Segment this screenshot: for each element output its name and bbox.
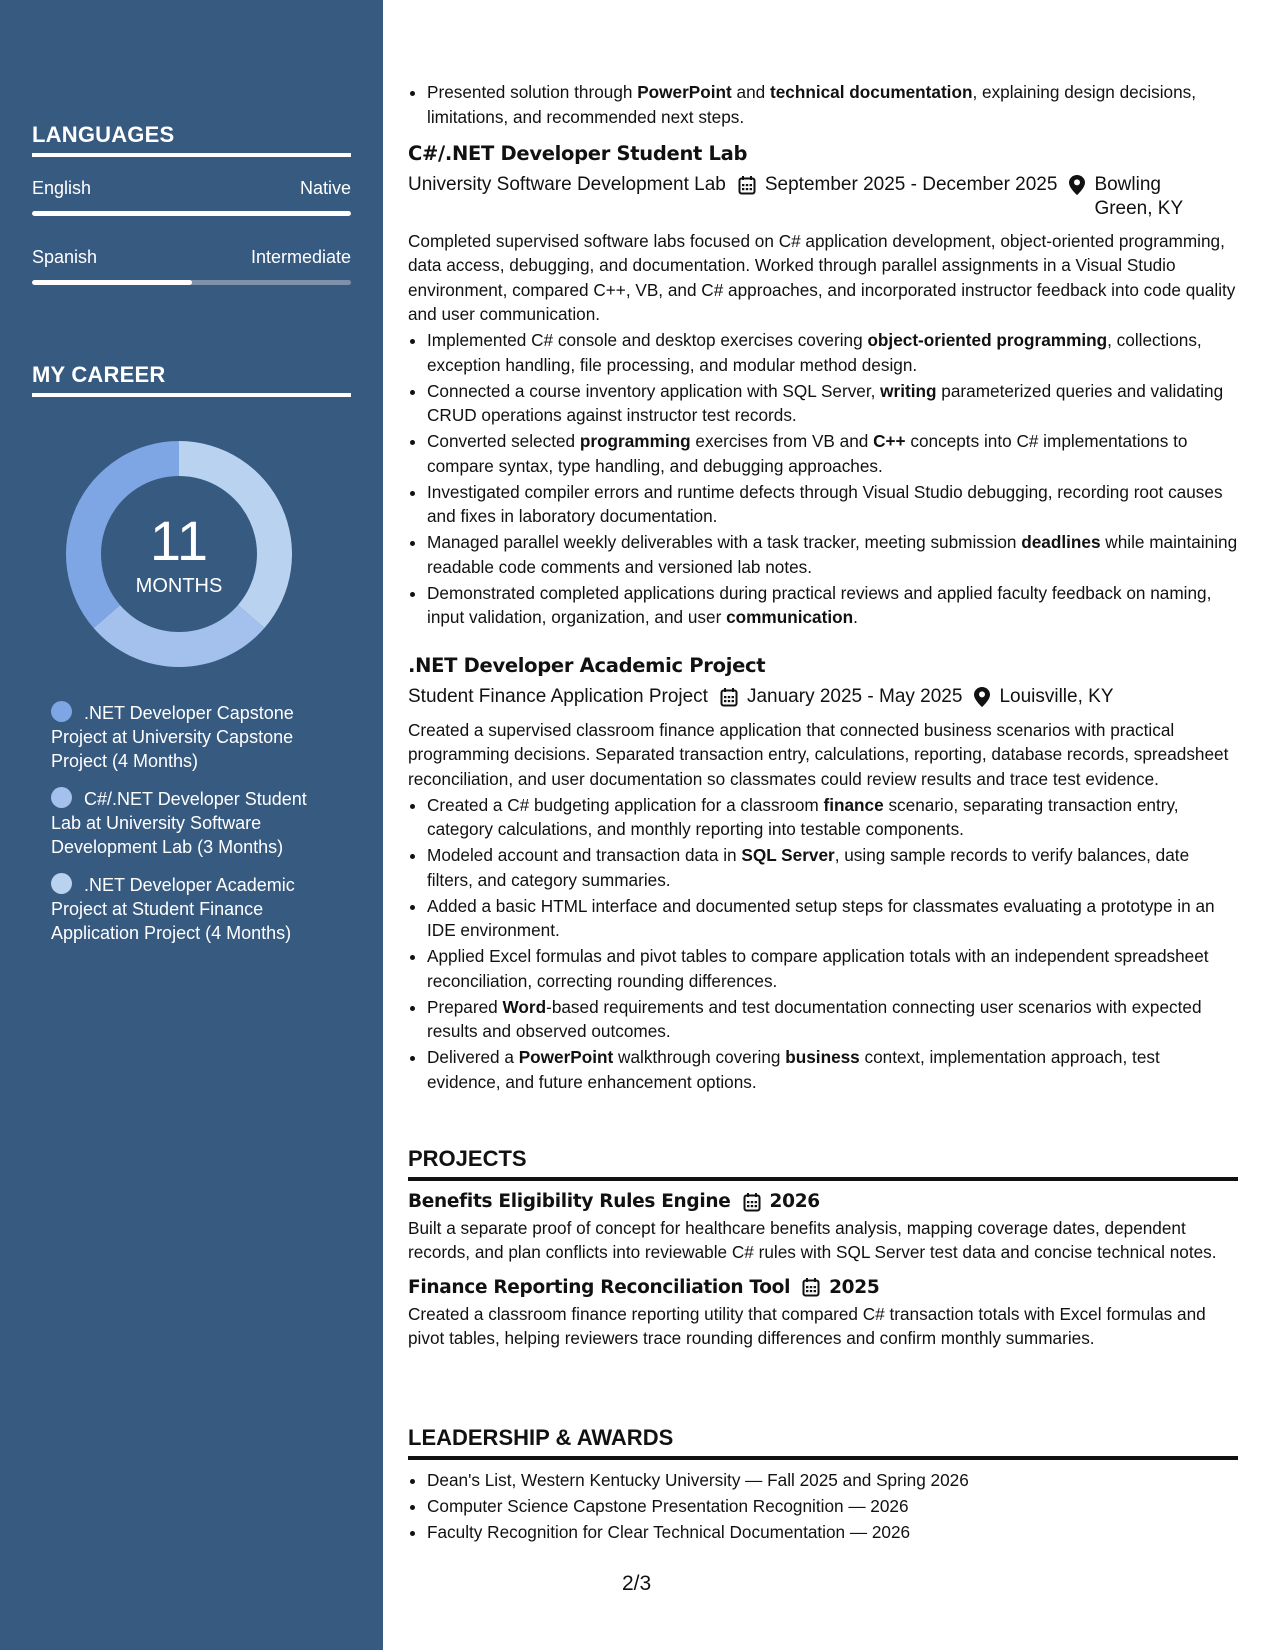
experience-title: C#/.NET Developer Student Lab (408, 142, 748, 165)
career-dot-icon (51, 701, 72, 722)
language-name: English (32, 178, 92, 198)
bullet-item: • Converted selected programming exercises from VB and C++ concepts into C# implementations to compare syntax, type handling, and debugging approaches. (427, 429, 1238, 478)
calendar-icon (738, 175, 756, 195)
experience-organization: University Software Development Lab (408, 174, 726, 195)
calendar-icon (743, 1192, 761, 1212)
experience-dates (738, 173, 1058, 197)
career-item (51, 787, 331, 859)
bullet-item: • Applied Excel formulas and pivot tables to compare application totals with an independent spreadsheet reconciliation, correcting rounding differences. (427, 944, 1238, 993)
bullet-item: • Added a basic HTML interface and documented setup steps for classmates evaluating a prototype in an IDE environment. (427, 894, 1238, 943)
experience-dates-text: January 2025 - May 2025 (746, 686, 963, 707)
career-total-unit: MONTHS (135, 575, 223, 597)
experience-summary: Completed supervised software labs focused on C# application development, object-oriented programming, data access, debugging, and documentation. Worked through parallel assignments in a Visual Studio environment, compared C++, VB, and C# approaches, and incorporated instructor feedback into code quality and user communication. (408, 231, 1236, 324)
project-description: Created a classroom finance reporting utility that compared C# transaction totals with Excel formulas and pivot tables, helping reviewers trace rounding differences and confirm monthly summaries. (408, 1303, 1206, 1348)
calendar-icon (720, 687, 738, 707)
experience-entry (408, 654, 1238, 1096)
experience-location (974, 685, 1113, 709)
bullet-item: • Modeled account and transaction data in SQL Server, using sample records to verify balances, date filters, and category summaries. (427, 843, 1238, 892)
language-level: Intermediate (250, 247, 351, 267)
career-dot-icon (51, 787, 72, 808)
career-item (51, 701, 331, 773)
award-item: • Computer Science Capstone Presentation Recognition — 2026 (427, 1494, 1238, 1519)
bullet-item: • Demonstrated completed applications during practical reviews and applied faculty feedback on naming, input validation, organization, and user communication. (427, 581, 1238, 630)
project-title: Benefits Eligibility Rules Engine (408, 1191, 731, 1212)
career-list (51, 701, 331, 959)
language-proficiency-fill (32, 211, 351, 216)
career-item-text: .NET Developer Academic Project at Student Finance Application Project (4 Months) (51, 875, 295, 943)
career-item (51, 873, 331, 945)
project-title-row (408, 1277, 1238, 1298)
location-pin-icon (1069, 175, 1085, 195)
project-year: 2026 (769, 1191, 820, 1212)
experience-bullet-list (408, 793, 1238, 1095)
bullet-item: • Delivered a PowerPoint walkthrough covering business context, implementation approach, test evidence, and future enhancement options. (427, 1045, 1238, 1094)
career-item-text: C#/.NET Developer Student Lab at University Software Development Lab (3 Months) (51, 789, 307, 857)
career-total-value: 11 (149, 509, 209, 572)
language-spanish (32, 247, 351, 285)
experience-organization: Student Finance Application Project (408, 686, 708, 707)
language-proficiency-fill (32, 280, 192, 285)
awards-heading: LEADERSHIP & AWARDS (408, 1425, 1238, 1460)
project-title: Finance Reporting Reconciliation Tool (408, 1276, 791, 1298)
sidebar (0, 0, 383, 1650)
career-donut-label (66, 441, 292, 667)
intro-bullet-list (408, 80, 1238, 131)
language-english (32, 178, 351, 216)
language-proficiency-bar (32, 280, 351, 285)
experience-meta (408, 173, 1238, 221)
career-dot-icon (51, 873, 72, 894)
career-item-text: .NET Developer Capstone Project at University Capstone Project (4 Months) (51, 703, 294, 771)
experience-dates (720, 685, 962, 709)
award-item: • Faculty Recognition for Clear Technical Documentation — 2026 (427, 1520, 1238, 1545)
project-description: Built a separate proof of concept for healthcare benefits analysis, mapping coverage dates, dependent records, and plan conflicts into reviewable C# rules with SQL Server test data and concise technical notes. (408, 1218, 1217, 1263)
project-entry (408, 1277, 1238, 1351)
experience-summary: Created a supervised classroom finance application that connected business scenarios with practical programming decisions. Separated transaction entry, calculations, reporting, database records, spreadsheet reconciliation, and user documentation so classmates could review results and trace test evidence. (408, 720, 1229, 789)
page-number: 2/3 (622, 1572, 652, 1595)
career-heading: MY CAREER (32, 362, 351, 397)
experience-location (1069, 173, 1190, 221)
experience-entry (408, 142, 1238, 631)
experience-dates-text: September 2025 - December 2025 (764, 174, 1058, 195)
language-level: Native (299, 178, 351, 198)
experience-meta (408, 685, 1238, 709)
experience-location-text: Louisville, KY (999, 686, 1114, 707)
languages-heading: LANGUAGES (32, 122, 351, 157)
award-item: • Dean's List, Western Kentucky University — Fall 2025 and Spring 2026 (427, 1468, 1238, 1493)
projects-heading: PROJECTS (408, 1146, 1238, 1181)
language-proficiency-bar (32, 211, 351, 216)
calendar-icon (802, 1277, 820, 1297)
bullet-item: • Managed parallel weekly deliverables with a task tracker, meeting submission deadlines while maintaining readable code comments and versioned lab notes. (427, 530, 1238, 579)
bullet-item: • Connected a course inventory application with SQL Server, writing parameterized queries and validating CRUD operations against instructor test records. (427, 379, 1238, 428)
project-entry (408, 1191, 1238, 1265)
language-name: Spanish (32, 247, 98, 267)
awards-section (408, 1425, 1238, 1546)
bullet-item: • Presented solution through PowerPoint and technical documentation, explaining design decisions, limitations, and recommended next steps. (427, 80, 1238, 129)
bullet-item: • Created a C# budgeting application for a classroom finance scenario, separating transaction entry, category calculations, and monthly reporting into testable components. (427, 793, 1238, 842)
projects-section (408, 1146, 1238, 1350)
experience-title: .NET Developer Academic Project (408, 654, 766, 677)
location-pin-icon (974, 687, 990, 707)
experience-location-text: Bowling Green, KY (1094, 174, 1184, 219)
project-year: 2025 (829, 1276, 880, 1298)
awards-list (408, 1468, 1238, 1545)
experience-bullet-list (408, 328, 1238, 630)
project-title-row (408, 1191, 1238, 1212)
bullet-item: • Prepared Word-based requirements and test documentation connecting user scenarios with expected results and observed outcomes. (427, 995, 1238, 1044)
bullet-item: • Investigated compiler errors and runtime defects through Visual Studio debugging, recording root causes and fixes in laboratory documentation. (427, 480, 1238, 529)
bullet-item: • Implemented C# console and desktop exercises covering object-oriented programming, collections, exception handling, file processing, and modular method design. (427, 328, 1238, 377)
